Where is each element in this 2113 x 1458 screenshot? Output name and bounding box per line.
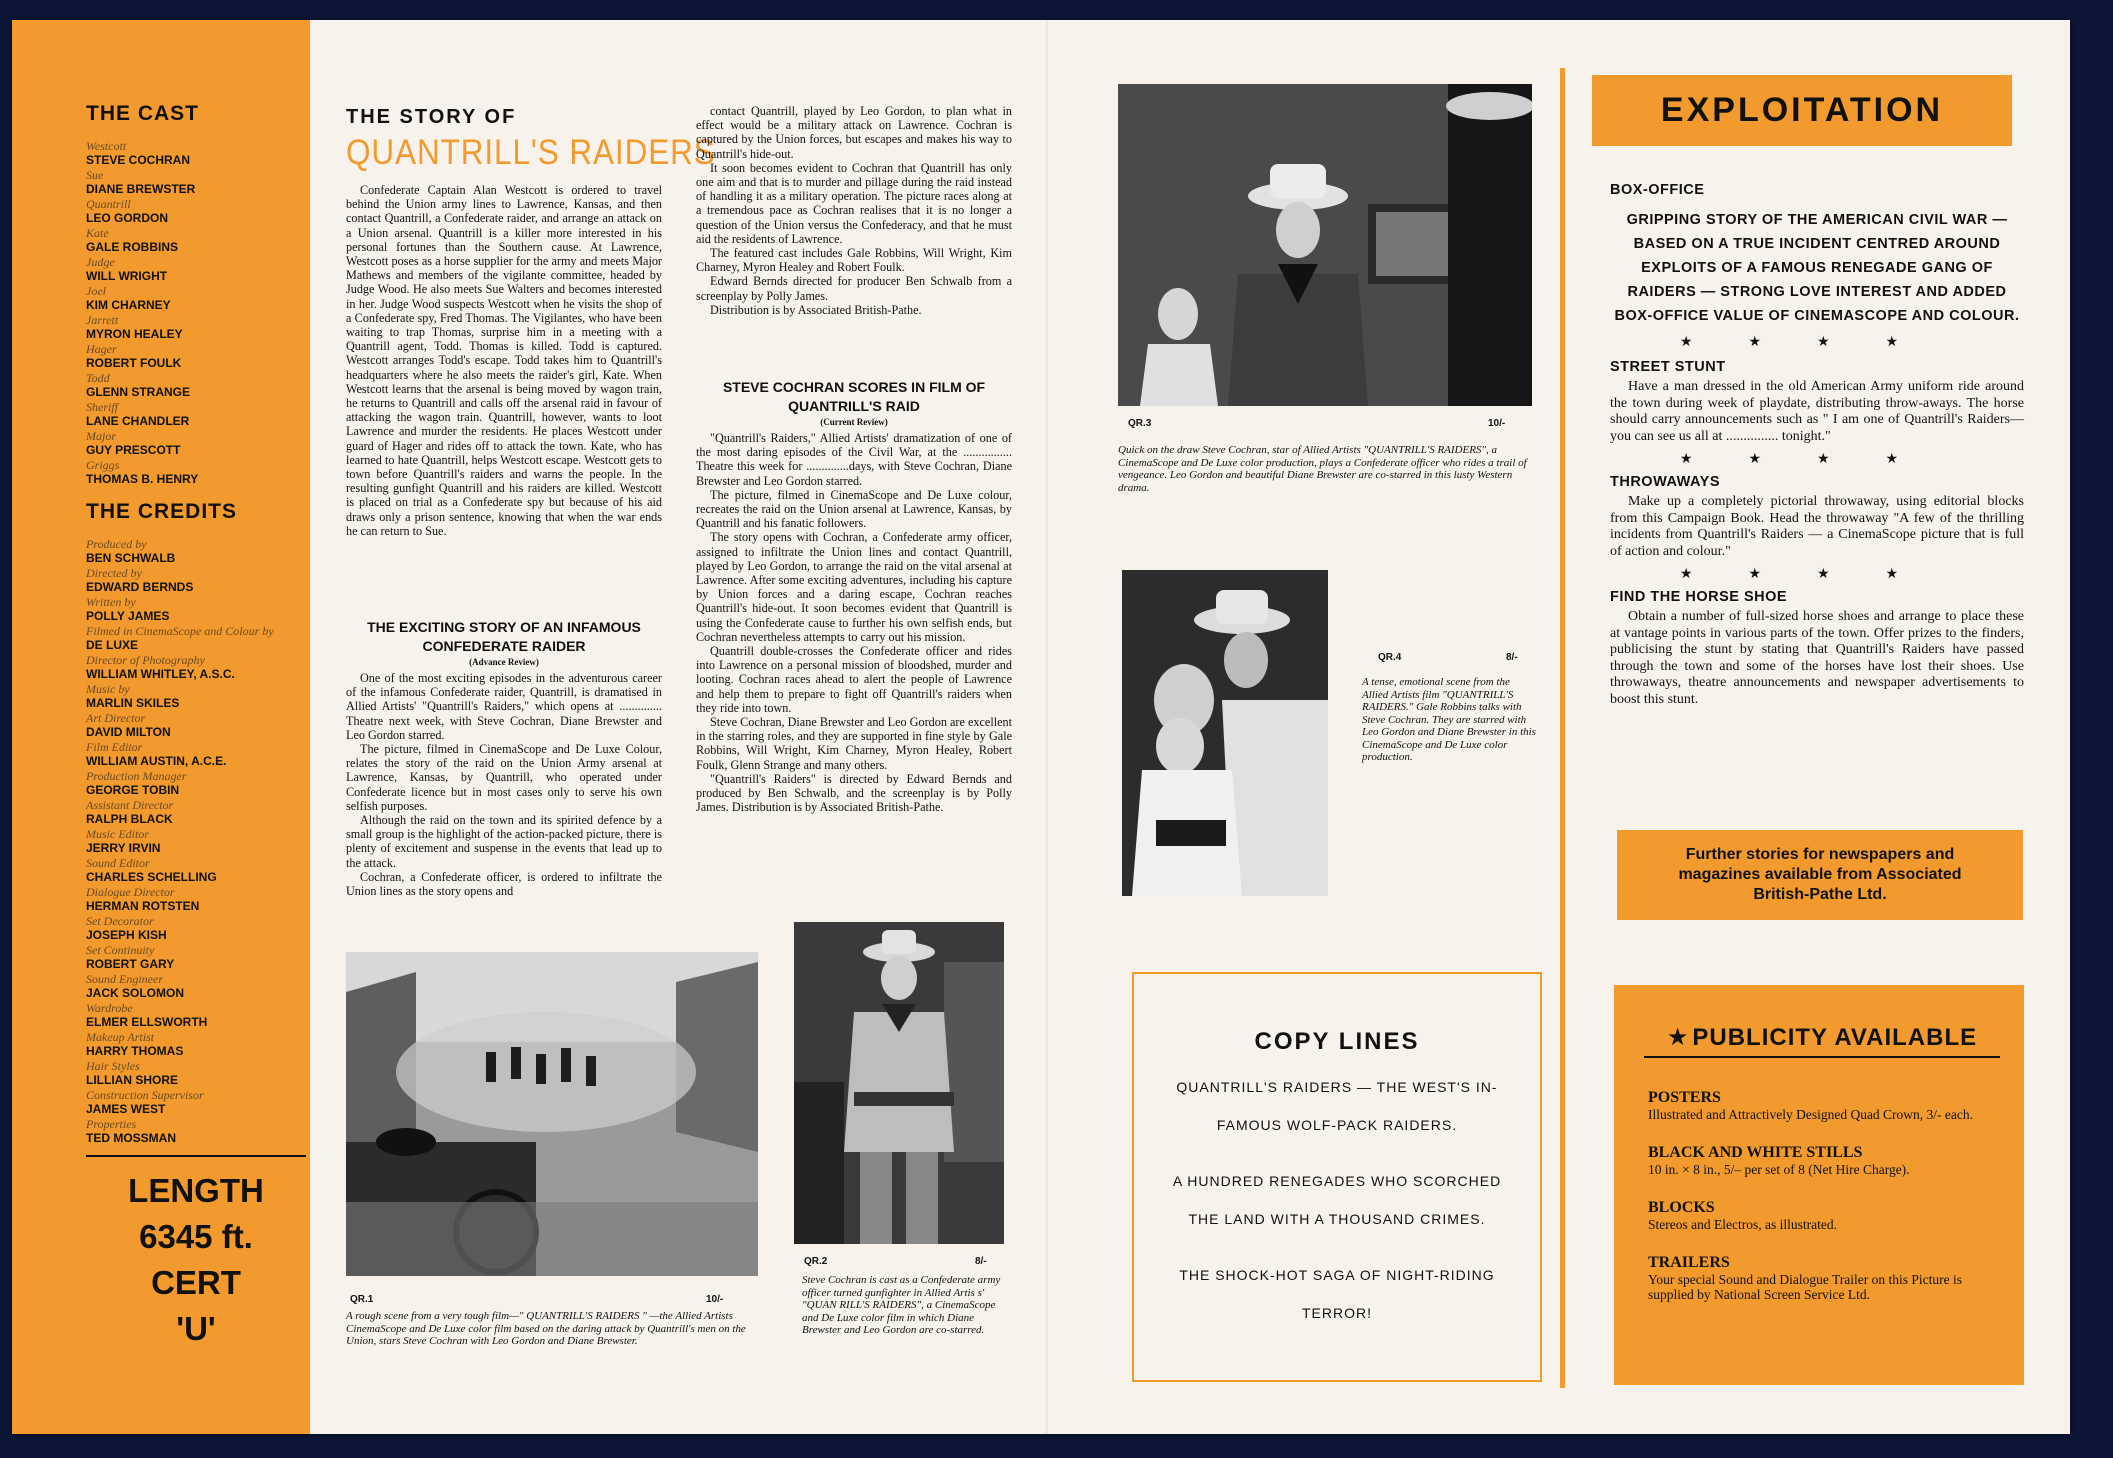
- cast-actor: LANE CHANDLER: [86, 414, 190, 428]
- credit-item: [86, 1060, 306, 1087]
- still-qr3-photo: [1118, 84, 1532, 406]
- credit-name: CHARLES SCHELLING: [86, 870, 217, 884]
- publicity-item-head: BLOCKS: [1648, 1199, 1715, 1216]
- credit-name: JERRY IRVIN: [86, 841, 161, 855]
- credit-name: POLLY JAMES: [86, 609, 170, 623]
- publicity-item: [1648, 1199, 2004, 1232]
- copy-line: THE LAND WITH A THOUSAND CRIMES.: [1188, 1211, 1486, 1227]
- copy-line: FAMOUS WOLF-PACK RAIDERS.: [1216, 1117, 1458, 1133]
- publicity-item: [1648, 1254, 2004, 1302]
- cast-role: Jarrett: [86, 313, 119, 327]
- scores-paragraph: Steve Cochran, Diane Brewster and Leo Gordon are excellent in the starring roles, and they are supported in fine style by Gale Robbins, Will Wright, Kim Charney, Myron Healey, Robert Foulk, Glenn Strange and many others.: [696, 715, 1012, 772]
- credit-item: [86, 625, 306, 652]
- cast-role: Kate: [86, 226, 109, 240]
- credit-name: ELMER ELLSWORTH: [86, 1015, 208, 1029]
- qr4-caption: A tense, emotional scene from the Allied Artists film "QUANTRILL'S RAIDERS." Gale Robbins talks with Steve Cochran. They are starred with Leo Gordon and Diane Brewster in this CinemaScope and De Luxe color production.: [1362, 676, 1536, 763]
- cast-member: [86, 140, 306, 167]
- credit-name: GEORGE TOBIN: [86, 783, 180, 797]
- credit-name: BEN SCHWALB: [86, 551, 176, 565]
- length-value: 6345 ft.: [139, 1218, 253, 1255]
- credit-role: Wardrobe: [86, 1001, 133, 1015]
- cast-actor: THOMAS B. HENRY: [86, 472, 199, 486]
- scores-paragraph: "Quantrill's Raiders" is directed by Edward Bernds and produced by Ben Schwalb, and the screenplay is by Polly James. Distribution is by Associated British-Pathe.: [696, 771, 1012, 815]
- further-stories-box: [1617, 830, 2023, 920]
- story-continued-paragraph: Edward Bernds directed for producer Ben Schwalb from a screenplay by Polly James.: [696, 274, 1012, 303]
- credit-role: Production Manager: [86, 769, 187, 783]
- publicity-item-body: Illustrated and Attractively Designed Quad Crown, 3/- each.: [1648, 1107, 1974, 1122]
- cast-member: [86, 372, 306, 399]
- credit-name: EDWARD BERNDS: [86, 580, 194, 594]
- exciting-paragraph: One of the most exciting episodes in the adventurous career of the infamous Confederate raider, Quantrill, is dramatised in Allied Artists' "Quantrill's Raiders," which opens at .............. Theatre next week, with Steve Cochran, Diane Brewster and Leo Gordon starred.: [346, 671, 662, 742]
- further-line-1: Further stories for newspapers and: [1685, 846, 1955, 863]
- cast-actor: DIANE BREWSTER: [86, 182, 196, 196]
- credit-role: Sound Editor: [86, 856, 150, 870]
- cert-label: CERT: [151, 1264, 241, 1301]
- cast-role: Major: [86, 429, 116, 443]
- cast-member: [86, 459, 306, 486]
- panel-divider-rule: [1560, 68, 1565, 1388]
- cast-member: [86, 256, 306, 283]
- cast-actor: STEVE COCHRAN: [86, 153, 191, 167]
- cast-actor: WILL WRIGHT: [86, 269, 168, 283]
- throwaways-body: Make up a completely pictorial throwaway, using editorial blocks from this Campaign Book. Head the throwaway "A few of the thrilling incidents from Quantrill's Raiders — a CinemaScope picture that is full of action and colour.": [1610, 494, 2024, 559]
- copy-lines-box: [1132, 972, 1542, 1382]
- qr4-ref: QR.4: [1378, 652, 1402, 663]
- divider-stars-1: ★★★★: [1679, 335, 1955, 350]
- story-section: [346, 106, 716, 538]
- qr1-price: 10/-: [706, 1294, 724, 1305]
- qr2-caption: Steve Cochran is cast as a Confederate army officer turned gunfighter in Allied Artis s' "QUAN RILL'S RAIDERS", a CinemaScope and De Luxe color film in which Diane Brewster and Leo Gordon are co-starred.: [802, 1274, 1001, 1336]
- credits-list: [86, 538, 306, 1145]
- credit-item: [86, 857, 306, 884]
- scores-paragraph: Quantrill double-crosses the Confederate officer and rides into Lawrence on a personal mission of bloodshed, murder and looting. Cochran races ahead to alert the people of Lawrence and help them to prepare to fight off Quantrill's raiders when they ride into town.: [696, 644, 1012, 715]
- credits-heading: THE CREDITS: [86, 500, 238, 523]
- publicity-box: [1614, 985, 2024, 1385]
- cast-role: Judge: [86, 255, 115, 269]
- credit-item: [86, 886, 306, 913]
- credit-role: Produced by: [86, 537, 147, 551]
- credit-item: [86, 770, 306, 797]
- qr2-price: 8/-: [975, 1256, 987, 1267]
- story-body: [346, 183, 662, 538]
- qr1-caption: A rough scene from a very tough film—" QUANTRILL'S RAIDERS " —the Allied Artists CinemaScope and De Luxe color film based on the daring attack by Quantrill's men on the Union, stars Steve Cochran with Leo Gordon and Diane Brewster.: [346, 1310, 746, 1347]
- publicity-item: [1648, 1144, 2004, 1177]
- horse-shoe-body: Obtain a number of full-sized horse shoes and arrange to place these at vantage points in various parts of the town. Offer prizes to the finders, publicising the stunt by stating that Quantrill's Raiders have passed through the town and some of the horses have lost their shoes. Use throwaways, theatre announcements and newspaper advertisements to boost this stunt.: [1610, 609, 2024, 707]
- credit-item: [86, 683, 306, 710]
- scores-section: [696, 378, 1012, 814]
- exploitation-title: EXPLOITATION: [1592, 75, 2012, 146]
- qr4-price: 8/-: [1506, 652, 1518, 663]
- cast-role: Sue: [86, 168, 104, 182]
- cast-role: Sheriff: [86, 400, 118, 414]
- credit-role: Written by: [86, 595, 136, 609]
- cast-actor: MYRON HEALEY: [86, 327, 183, 341]
- credit-role: Directed by: [86, 566, 142, 580]
- publicity-item-head: POSTERS: [1648, 1089, 1721, 1106]
- credit-item: [86, 1089, 306, 1116]
- credit-role: Music Editor: [86, 827, 149, 841]
- still-qr1-photo: [346, 952, 758, 1276]
- credit-item: [86, 973, 306, 1000]
- story-continued-paragraph: The featured cast includes Gale Robbins, Will Wright, Kim Charney, Myron Healey and Robert Foulk.: [696, 246, 1012, 275]
- center-fold: [1046, 20, 1048, 1434]
- exciting-body: [346, 671, 662, 898]
- story-continued-paragraph: Distribution is by Associated British-Pathe.: [710, 302, 922, 317]
- credit-item: [86, 1118, 306, 1145]
- scores-paragraph: The story opens with Cochran, a Confederate army officer, assigned to infiltrate the Union lines and contact Quantrill, played by Leo Gordon, to arrange the raid on the vital arsenal at Lawrence. After some exciting adventures, including his capture by Union forces and a daring escape, Cochran reaches Quantrill's hide-out. It soon becomes evident that Quantrill is using the Confederate cause to further his own selfish ends, but Cochran nevertheless attempts to carry out his mission.: [696, 530, 1012, 644]
- cast-actor: GALE ROBBINS: [86, 240, 179, 254]
- publicity-items: [1648, 1089, 2004, 1324]
- still-qr2-photo: [794, 922, 1004, 1244]
- box-office-heading: BOX-OFFICE: [1610, 182, 1705, 198]
- cast-member: [86, 314, 306, 341]
- credit-item: [86, 828, 306, 855]
- cast-member: [86, 285, 306, 312]
- cast-section: [86, 102, 306, 488]
- cast-member: [86, 430, 306, 457]
- length-label: LENGTH: [128, 1172, 264, 1209]
- credit-name: MARLIN SKILES: [86, 696, 180, 710]
- credit-role: Film Editor: [86, 740, 143, 754]
- exciting-headline: THE EXCITING STORY OF AN INFAMOUS CONFEDERATE RAIDER: [367, 619, 641, 654]
- scores-headline: STEVE COCHRAN SCORES IN FILM OF QUANTRILL'S RAID: [722, 379, 986, 414]
- cast-actor: GLENN STRANGE: [86, 385, 191, 399]
- scores-paragraph: The picture, filmed in CinemaScope and De Luxe colour, recreates the raid on the Union arsenal at Lawrence, Kansas, by Quantrill and his fanatic followers.: [696, 487, 1012, 531]
- credit-item: [86, 712, 306, 739]
- horse-shoe-heading: FIND THE HORSE SHOE: [1610, 589, 1788, 605]
- credit-name: HARRY THOMAS: [86, 1044, 184, 1058]
- length-cert-block: [86, 1168, 306, 1352]
- cast-role: Todd: [86, 371, 110, 385]
- copy-line: [1134, 1238, 1540, 1256]
- story-paragraph: Confederate Captain Alan Westcott is ordered to travel behind the Union army lines to Lawrence, Kansas, and then contact Quantrill, a Confederate raider, and arrange an attack on a Union arsenal. Quantrill is a killer more interested in his personal fortunes than the Southern cause. At Lawrence, Westcott poses as a horse supplier for the army and meets Major Mathews and members of the vigilante committee, headed by Judge Wood. He also meets Sue Walters and becomes interested in her. Judge Wood suspects Westcott when he visits the shop of a Confederate spy, Fred Thomas. The Vigilantes, who have been waiting to trap Thomas, surprise him in a meeting with a Quantrill agent, Todd. Thomas is killed. Todd is captured. Westcott arranges Todd's escape. Todd takes him to Quantrill's headquarters where he also meets the raider's girl, Kate. When Westcott learns that the arsenal is being moved by wagon train, he returns to Quantrill and calls off the arsenal raid in favour of attacking the wagon train. Quantrill, however, wants to loot Lawrence and murder the residents. He places Westcott under guard of Hager and rides off to attack the town. Kate, who has learned to hate Quantrill, helps Westcott escape. Westcott gets to town before Quantrill's raiders and warns the people. In the resulting gunfight Quantrill and his raiders are killed. Westcott is placed on trial as a Confederate spy but because of his aid draws only a prison sentence, knowing that when the war ends he can return to Sue.: [346, 183, 662, 538]
- exciting-paragraph: The picture, filmed in CinemaScope and De Luxe Colour, relates the story of the raid on the Union Army arsenal at Lawrence, Kansas, by Quantrill, who operated under Confederate licence but in most cases only to serve his own selfish purposes.: [346, 742, 662, 813]
- credit-item: [86, 538, 306, 565]
- credit-role: Set Decorator: [86, 914, 154, 928]
- cast-member: [86, 343, 306, 370]
- publicity-item-body: 10 in. × 8 in., 5/– per set of 8 (Net Hire Charge).: [1648, 1162, 1910, 1177]
- credit-item: [86, 567, 306, 594]
- cast-actor: GUY PRESCOTT: [86, 443, 181, 457]
- publicity-title: PUBLICITY AVAILABLE: [1692, 1024, 1978, 1051]
- credit-name: JOSEPH KISH: [86, 928, 167, 942]
- cast-role: Griggs: [86, 458, 120, 472]
- qr1-ref: QR.1: [350, 1294, 374, 1305]
- divider-stars-2: ★★★★: [1679, 452, 1955, 467]
- box-office-line: BOX-OFFICE VALUE OF CINEMASCOPE AND COLOUR.: [1614, 308, 2020, 324]
- box-office-line: RAIDERS — STRONG LOVE INTEREST AND ADDED: [1627, 284, 2007, 300]
- publicity-item-head: BLACK AND WHITE STILLS: [1648, 1144, 1863, 1161]
- throwaways-heading: THROWAWAYS: [1610, 474, 1721, 490]
- publicity-item-head: TRAILERS: [1648, 1254, 1730, 1271]
- box-office-text: [1610, 208, 2024, 328]
- box-office-line: GRIPPING STORY OF THE AMERICAN CIVIL WAR —: [1626, 212, 2008, 228]
- story-continued-body: [696, 104, 1012, 317]
- credit-name: LILLIAN SHORE: [86, 1073, 178, 1087]
- credit-name: WILLIAM AUSTIN, A.C.E.: [86, 754, 227, 768]
- cast-role: Quantrill: [86, 197, 131, 211]
- cast-member: [86, 227, 306, 254]
- credit-item: [86, 1002, 306, 1029]
- cast-actor: LEO GORDON: [86, 211, 169, 225]
- scores-paragraph: "Quantrill's Raiders," Allied Artists' dramatization of one of the most daring episodes of the Civil War, at the ................ Theatre this week for ..............days, with Steve Cochran, Diane Brewster and Leo Gordon starred.: [696, 431, 1012, 488]
- cert-value: 'U': [176, 1310, 216, 1347]
- further-line-3: British-Pathe Ltd.: [1753, 886, 1887, 903]
- story-title: QUANTRILL'S RAIDERS: [346, 133, 716, 172]
- story-continued-paragraph: It soon becomes evident to Cochran that Quantrill has only one aim and that is to murder and pillage during the raid instead of handling it as a military operation. The picture races along at a tremendous pace as Cochran realises that it is no longer a question of the Union versus the Confederacy, and that he must aid the residents of Lawrence.: [696, 160, 1012, 246]
- qr2-ref: QR.2: [804, 1256, 828, 1267]
- credit-role: Music by: [86, 682, 130, 696]
- credit-item: [86, 654, 306, 681]
- cast-role: Hager: [86, 342, 117, 356]
- credit-name: WILLIAM WHITLEY, A.S.C.: [86, 667, 235, 681]
- credit-name: DAVID MILTON: [86, 725, 171, 739]
- exciting-paragraph: Cochran, a Confederate officer, is ordered to infiltrate the Union lines as the story opens and: [346, 869, 662, 899]
- cast-actor: ROBERT FOULK: [86, 356, 182, 370]
- publicity-item: [1648, 1089, 2004, 1122]
- qr3-price: 10/-: [1488, 418, 1506, 429]
- qr3-ref: QR.3: [1128, 418, 1152, 429]
- credit-role: Properties: [86, 1117, 137, 1131]
- credit-role: Hair Styles: [86, 1059, 140, 1073]
- exciting-paragraph: Although the raid on the town and its spirited defence by a small group is the highlight of the action-packed picture, there is plenty of excitement and suspense in the events that lead up to the attack.: [346, 813, 662, 870]
- box-office-line: BASED ON A TRUE INCIDENT CENTRED AROUND: [1633, 236, 2001, 252]
- credit-name: ROBERT GARY: [86, 957, 175, 971]
- street-stunt-heading: STREET STUNT: [1610, 359, 1726, 375]
- copy-line: TERROR!: [1302, 1305, 1372, 1321]
- exciting-review-tag: (Advance Review): [469, 657, 539, 667]
- cast-actor: KIM CHARNEY: [86, 298, 171, 312]
- credit-name: JAMES WEST: [86, 1102, 166, 1116]
- copy-line: QUANTRILL'S RAIDERS — THE WEST'S IN-: [1176, 1079, 1498, 1095]
- story-continued-paragraph: contact Quantrill, played by Leo Gordon, to plan what in effect would be a military attack on Lawrence. Cochran is captured by the Union forces, but escapes and makes his way to Quantrill's hide-out.: [696, 104, 1012, 161]
- exciting-section: [346, 618, 662, 898]
- scores-body: [696, 431, 1012, 814]
- credit-name: HERMAN ROTSTEN: [86, 899, 200, 913]
- cast-member: [86, 198, 306, 225]
- exploitation-section: [1610, 182, 2024, 708]
- cast-member: [86, 169, 306, 196]
- credit-item: [86, 1031, 306, 1058]
- credit-item: [86, 799, 306, 826]
- publicity-item-body: Your special Sound and Dialogue Trailer on this Picture is supplied by National Screen Service Ltd.: [1648, 1272, 1962, 1302]
- credit-item: [86, 741, 306, 768]
- length-divider: [86, 1155, 306, 1157]
- street-stunt-body: Have a man dressed in the old American Army uniform ride around the town during week of playdate, distributing throw-aways. The horse should carry announcements such as " I am one of Quantrill's Raiders—you can see us all at ............... tonight.": [1610, 379, 2024, 444]
- copy-lines-list: [1134, 1068, 1540, 1332]
- credit-role: Director of Photography: [86, 653, 205, 667]
- cast-heading: THE CAST: [86, 102, 199, 125]
- copy-lines-title: COPY LINES: [1254, 1028, 1420, 1055]
- copy-line: THE SHOCK-HOT SAGA OF NIGHT-RIDING: [1179, 1267, 1495, 1283]
- credit-item: [86, 596, 306, 623]
- cast-list: [86, 140, 306, 486]
- box-office-line: EXPLOITS OF A FAMOUS RENEGADE GANG OF: [1641, 260, 1993, 276]
- credit-role: Makeup Artist: [86, 1030, 155, 1044]
- credit-role: Art Director: [86, 711, 146, 725]
- credit-name: DE LUXE: [86, 638, 139, 652]
- credit-item: [86, 915, 306, 942]
- credit-role: Filmed in CinemaScope and Colour by: [86, 624, 274, 638]
- cast-member: [86, 401, 306, 428]
- publicity-title-row: [1644, 1023, 2000, 1058]
- further-line-2: magazines available from Associated: [1678, 866, 1962, 883]
- star-icon: ★: [1666, 1025, 1689, 1051]
- credit-name: RALPH BLACK: [86, 812, 173, 826]
- divider-stars-3: ★★★★: [1679, 567, 1955, 582]
- credit-name: TED MOSSMAN: [86, 1131, 176, 1145]
- credit-role: Set Continuity: [86, 943, 155, 957]
- story-kicker: THE STORY OF: [346, 106, 517, 128]
- cast-role: Joel: [86, 284, 106, 298]
- credit-role: Sound Engineer: [86, 972, 163, 986]
- credit-item: [86, 944, 306, 971]
- publicity-item-body: Stereos and Electros, as illustrated.: [1648, 1217, 1837, 1232]
- credit-role: Construction Supervisor: [86, 1088, 204, 1102]
- credit-name: JACK SOLOMON: [86, 986, 185, 1000]
- copy-line: A HUNDRED RENEGADES WHO SCORCHED: [1172, 1173, 1502, 1189]
- still-qr4-photo: [1122, 570, 1328, 896]
- credit-role: Dialogue Director: [86, 885, 175, 899]
- story-continued: [696, 104, 1012, 317]
- copy-line: [1134, 1144, 1540, 1162]
- cast-role: Westcott: [86, 139, 127, 153]
- credits-section: [86, 500, 306, 1147]
- qr3-caption: Quick on the draw Steve Cochran, star of Allied Artists "QUANTRILL'S RAIDERS", a CinemaScope and De Luxe color production, plays a Confederate officer who rides a trail of vengeance. Leo Gordon and beautiful Diane Brewster are co-starred in this lusty Western drama.: [1118, 444, 1527, 494]
- scores-review-tag: (Current Review): [820, 417, 888, 427]
- credit-role: Assistant Director: [86, 798, 174, 812]
